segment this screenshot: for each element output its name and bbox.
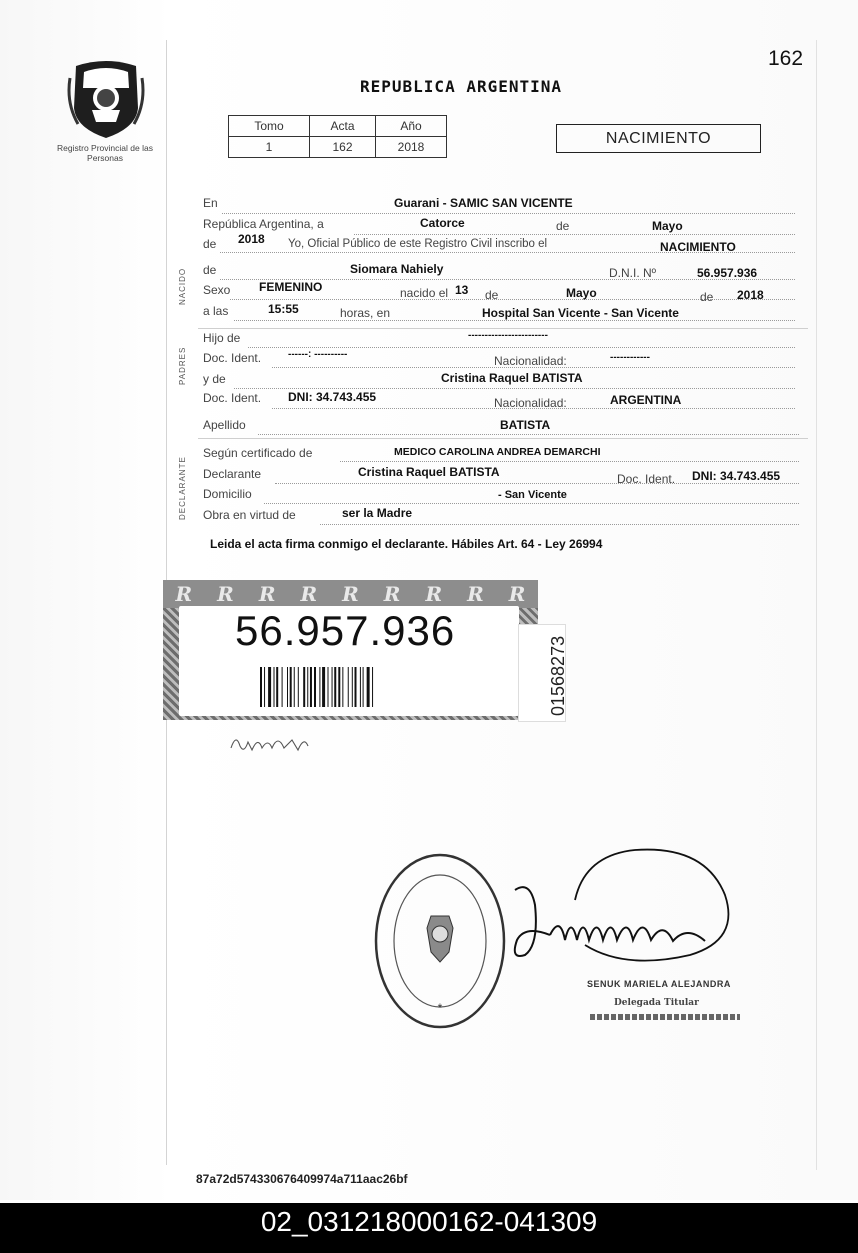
label-republica: República Argentina, a [203, 217, 324, 231]
dotted-line [320, 524, 799, 525]
registry-value-anio: 2018 [376, 137, 447, 158]
registry-header-tomo: Tomo [229, 116, 310, 137]
barcode-bar [307, 667, 308, 707]
label-de-name: de [203, 263, 217, 277]
label-nacionalidad-2: Nacionalidad: [494, 396, 567, 410]
barcode-bar [314, 667, 316, 707]
value-father: ------------------------ [468, 330, 548, 341]
barcode-bar [264, 667, 265, 707]
label-y-de: y de [203, 372, 226, 386]
label-de: de [556, 219, 570, 233]
label-doc-ident-1: Doc. Ident. [203, 351, 262, 365]
label-officer: Yo, Oficial Público de este Registro Civil inscribo el [288, 238, 548, 250]
barcode-bar [268, 667, 271, 707]
barcode-bar [294, 667, 295, 707]
dotted-line [354, 234, 795, 235]
label-nacido-el: nacido el [400, 286, 449, 300]
logo-caption: Registro Provincial de las Personas [57, 143, 153, 163]
value-sex: FEMENINO [259, 280, 323, 294]
registry-header-anio: Año [376, 116, 447, 137]
barcode-bar [287, 667, 288, 707]
barcode-bar [322, 667, 325, 707]
value-by-virtue: ser la Madre [342, 506, 413, 520]
dotted-line [234, 388, 795, 389]
sticker-letter: R [258, 582, 276, 606]
registry-value-acta: 162 [310, 137, 376, 158]
value-month-text: Mayo [652, 219, 683, 233]
label-de-year: de [203, 237, 217, 251]
right-margin-rule [816, 40, 817, 1170]
section-label-declarante: DECLARANTE [178, 456, 187, 520]
barcode-bar [328, 667, 329, 707]
document-hash: 87a72d574330676409974a711aac26bf [196, 1172, 408, 1186]
barcode-bar [348, 667, 349, 707]
sticker-letter: R [217, 582, 234, 606]
section-divider [198, 328, 808, 329]
value-surname: BATISTA [500, 418, 551, 432]
value-birth-time: 15:55 [268, 302, 299, 316]
section-label-padres: PADRES [178, 346, 187, 385]
sticker-pattern-band [163, 580, 538, 608]
value-address: - San Vicente [498, 489, 567, 501]
signatory-role: Delegada Titular [614, 998, 699, 1008]
barcode-bar [319, 667, 320, 707]
svg-text:*: * [437, 1001, 443, 1015]
sticker-dni-number: 56.957.936 [235, 607, 456, 654]
registry-header-acta: Acta [310, 116, 376, 137]
dotted-line [234, 320, 795, 321]
section-divider [198, 438, 808, 439]
label-de-3: de [700, 290, 714, 304]
sticker-letter: R [342, 582, 359, 606]
label-obra-en-virtud: Obra en virtud de [203, 508, 296, 522]
page-number: 162 [768, 47, 804, 70]
dotted-line [222, 213, 795, 214]
dotted-line [258, 434, 799, 435]
label-apellido: Apellido [203, 418, 246, 432]
barcode-bar [360, 667, 361, 707]
barcode-bar [355, 667, 357, 707]
barcode-bar [338, 667, 340, 707]
barcode-bar [276, 667, 278, 707]
sticker-letter: R [300, 582, 318, 606]
file-id: 02_031218000162-041309 [260, 1206, 598, 1237]
label-hijo-de: Hijo de [203, 331, 241, 345]
barcode-bar [332, 667, 333, 707]
value-mother: Cristina Raquel BATISTA [441, 371, 583, 385]
value-birth-day: 13 [455, 283, 469, 297]
value-mother-nationality: ARGENTINA [610, 393, 682, 407]
sticker-letter: R [467, 582, 484, 606]
label-doc-ident-2: Doc. Ident. [203, 391, 262, 405]
value-place: Guarani - SAMIC SAN VICENTE [394, 196, 573, 210]
barcode-bar [363, 667, 364, 707]
province-seal-logo [66, 58, 146, 145]
sticker-letter: R [383, 582, 401, 606]
barcode-bar [282, 667, 283, 707]
label-sexo: Sexo [203, 283, 231, 297]
value-mother-doc: DNI: 34.743.455 [288, 390, 377, 404]
dotted-line [264, 503, 799, 504]
dotted-line [275, 483, 799, 484]
handwritten-signature [505, 845, 745, 985]
barcode-bar [303, 667, 305, 707]
sticker-letter: R [175, 582, 193, 606]
barcode-bar [260, 667, 262, 707]
barcode-bar [274, 667, 275, 707]
label-de-2: de [485, 288, 499, 302]
value-birth-month: Mayo [566, 286, 597, 300]
label-horas: horas, en [340, 306, 391, 320]
label-dni: D.N.I. Nº [609, 266, 657, 280]
barcode-bar [342, 667, 343, 707]
value-certificate: MEDICO CAROLINA ANDREA DEMARCHI [394, 446, 601, 458]
value-year-text: 2018 [238, 232, 265, 246]
barcode-bar [310, 667, 312, 707]
label-nacionalidad-1: Nacionalidad: [494, 354, 567, 368]
barcode-bar [352, 667, 353, 707]
label-domicilio: Domicilio [203, 487, 252, 501]
legal-footnote: Leida el acta firma conmigo el declarante. Hábiles Art. 64 - Ley 26994 [210, 537, 603, 551]
official-stamp [373, 852, 508, 1030]
value-record-type: NACIMIENTO [660, 240, 736, 254]
barcode-bar [290, 667, 292, 707]
record-type-box: NACIMIENTO [556, 124, 761, 153]
value-birth-place: Hospital San Vicente - San Vicente [482, 306, 679, 320]
value-day-text: Catorce [420, 216, 465, 230]
label-doc-ident-3: Doc. Ident. [617, 472, 676, 486]
barcode-bar [298, 667, 299, 707]
value-dni: 56.957.936 [697, 266, 758, 280]
registry-table [228, 115, 447, 158]
barcode-bar [367, 667, 370, 707]
value-declarant: Cristina Raquel BATISTA [358, 465, 500, 479]
sticker-serial: 01568273 [548, 635, 568, 716]
label-segun-certificado: Según certificado de [203, 446, 313, 460]
value-birth-year: 2018 [737, 288, 764, 302]
registry-value-tomo: 1 [229, 137, 310, 158]
value-father-doc: ------: ---------- [288, 349, 348, 360]
signatory-name: SENUK MARIELA ALEJANDRA [587, 979, 731, 989]
barcode [260, 667, 470, 707]
sticker-letter: R [508, 582, 526, 606]
label-declarante: Declarante [203, 467, 262, 481]
value-declarant-doc: DNI: 34.743.455 [692, 469, 781, 483]
barcode-bar [372, 667, 373, 707]
handwritten-initials [228, 728, 313, 758]
sticker-letter: R [425, 582, 443, 606]
dotted-line [248, 347, 795, 348]
barcode-bar [334, 667, 336, 707]
value-father-nationality: ------------ [610, 352, 650, 363]
dotted-line [340, 461, 799, 462]
label-a-las: a las [203, 304, 229, 318]
label-en: En [203, 196, 218, 210]
document-title: REPUBLICA ARGENTINA [360, 77, 563, 96]
section-label-nacido: NACIDO [178, 267, 187, 305]
signature-stamp-line [590, 1014, 740, 1020]
value-child-name: Siomara Nahiely [350, 262, 444, 276]
